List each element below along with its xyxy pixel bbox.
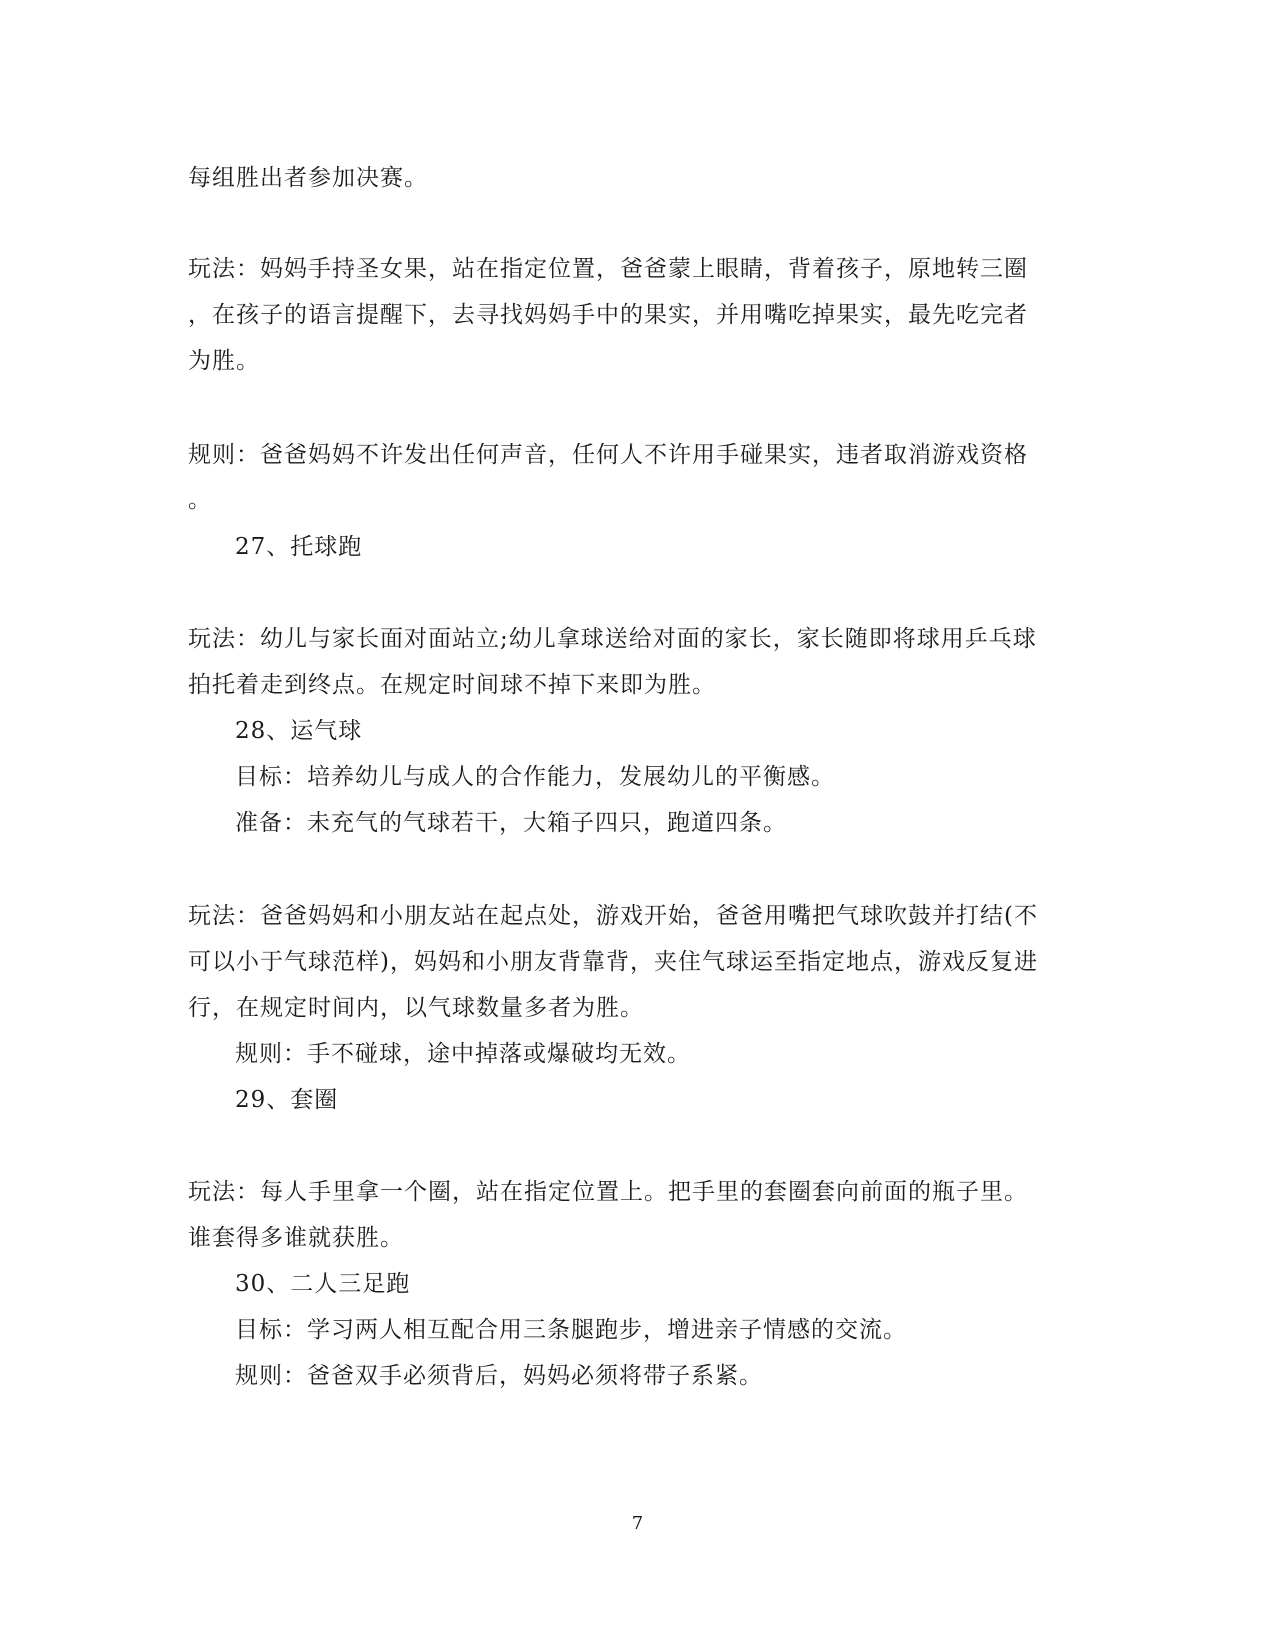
text-line: 。 [188, 487, 212, 513]
page-number: 7 [631, 1513, 644, 1534]
text-line: 规则：爸爸妈妈不许发出任何声音，任何人不许用手碰果实，违者取消游戏资格 [188, 442, 1028, 468]
text-line: 行，在规定时间内，以气球数量多者为胜。 [188, 995, 644, 1021]
text-line: 目标：学习两人相互配合用三条腿跑步，增进亲子情感的交流。 [235, 1317, 907, 1343]
text-line: 目标：培养幼儿与成人的合作能力，发展幼儿的平衡感。 [235, 764, 835, 790]
text-line: 拍托着走到终点。在规定时间球不掉下来即为胜。 [188, 672, 716, 698]
text-line: 规则：爸爸双手必须背后，妈妈必须将带子系紧。 [235, 1363, 763, 1389]
text-line: ，在孩子的语言提醒下，去寻找妈妈手中的果实，并用嘴吃掉果实，最先吃完者 [188, 302, 1028, 328]
text-line: 玩法：每人手里拿一个圈，站在指定位置上。把手里的套圈套向前面的瓶子里。 [188, 1179, 1028, 1205]
text-line: 为胜。 [188, 348, 260, 374]
text-line: 规则：手不碰球，途中掉落或爆破均无效。 [235, 1041, 691, 1067]
text-line: 玩法：爸爸妈妈和小朋友站在起点处，游戏开始，爸爸用嘴把气球吹鼓并打结(不 [188, 903, 1038, 929]
section-heading: 30、二人三足跑 [235, 1271, 411, 1297]
text-line: 玩法：幼儿与家长面对面站立;幼儿拿球送给对面的家长，家长随即将球用乒乓球 [188, 626, 1037, 652]
section-heading: 27、托球跑 [235, 534, 363, 560]
text-line: 玩法：妈妈手持圣女果，站在指定位置，爸爸蒙上眼睛，背着孩子，原地转三圈 [188, 256, 1028, 282]
section-heading: 29、套圈 [235, 1087, 339, 1113]
text-line: 可以小于气球范样)，妈妈和小朋友背靠背，夹住气球运至指定地点，游戏反复进 [188, 949, 1038, 975]
text-line: 谁套得多谁就获胜。 [188, 1225, 404, 1251]
text-line: 每组胜出者参加决赛。 [188, 165, 428, 191]
section-heading: 28、运气球 [235, 718, 363, 744]
text-line: 准备：未充气的气球若干，大箱子四只，跑道四条。 [235, 810, 787, 836]
